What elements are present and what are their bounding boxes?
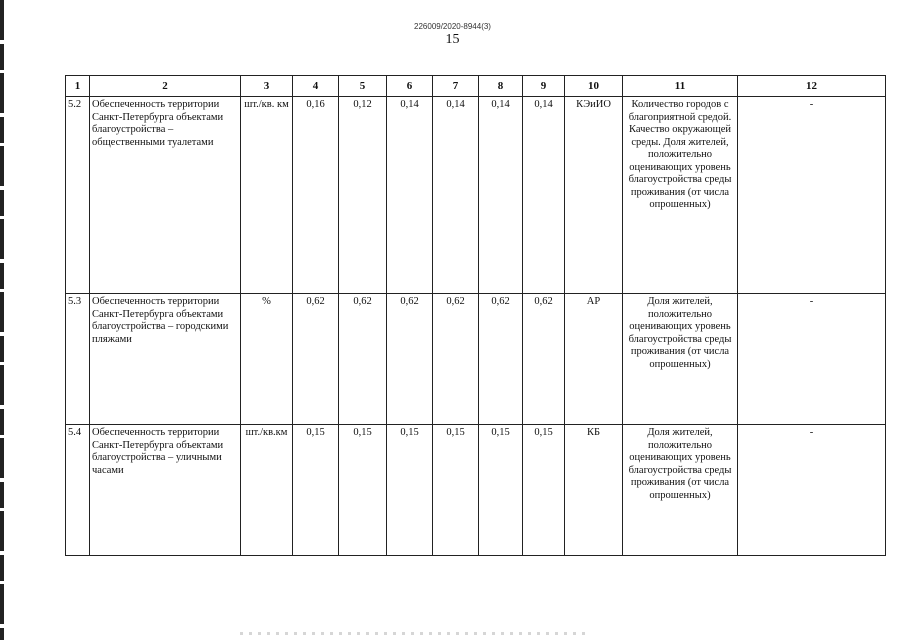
row-value: 0,15: [479, 425, 523, 556]
column-header: 4: [293, 76, 339, 97]
row-note: -: [738, 425, 886, 556]
row-name: Обеспеченность территории Санкт-Петербурга объектами благоустройства – общественными туалетами: [90, 97, 241, 294]
scan-artifact: [240, 632, 590, 635]
row-note: -: [738, 97, 886, 294]
row-name: Обеспеченность территории Санкт-Петербурга объектами благоустройства – уличными часами: [90, 425, 241, 556]
document-id: 226009/2020-8944(3): [414, 22, 491, 31]
column-header: 7: [433, 76, 479, 97]
row-value: 0,62: [293, 294, 339, 425]
row-code: КБ: [565, 425, 623, 556]
table-row: [66, 97, 886, 294]
table-row: [66, 425, 886, 556]
header-row: [66, 76, 886, 97]
row-value: 0,62: [339, 294, 387, 425]
row-indicator: Количество городов с благоприятной средой. Качество окружающей среды. Доля жителей, положительно оценивающих уровень благоустройства среды проживания (от числа опрошенных): [623, 97, 738, 294]
row-code: АР: [565, 294, 623, 425]
row-name: Обеспеченность территории Санкт-Петербурга объектами благоустройства – городскими пляжами: [90, 294, 241, 425]
column-header: 10: [565, 76, 623, 97]
row-note: -: [738, 294, 886, 425]
row-value: 0,62: [523, 294, 565, 425]
row-value: 0,15: [433, 425, 479, 556]
row-unit: шт./кв.км: [241, 425, 293, 556]
row-value: 0,16: [293, 97, 339, 294]
scan-edge: [0, 0, 4, 640]
row-indicator: Доля жителей, положительно оценивающих уровень благоустройства среды проживания (от числа опрошенных): [623, 294, 738, 425]
column-header: 2: [90, 76, 241, 97]
row-number: 5.4: [66, 425, 90, 556]
column-header: 5: [339, 76, 387, 97]
row-indicator: Доля жителей, положительно оценивающих уровень благоустройства среды проживания (от числа опрошенных): [623, 425, 738, 556]
page-number: 15: [445, 32, 460, 47]
row-value: 0,15: [523, 425, 565, 556]
row-value: 0,15: [339, 425, 387, 556]
row-value: 0,62: [433, 294, 479, 425]
column-header: 9: [523, 76, 565, 97]
row-value: 0,14: [479, 97, 523, 294]
column-header: 3: [241, 76, 293, 97]
indicators-table: [65, 75, 886, 556]
row-value: 0,14: [523, 97, 565, 294]
row-value: 0,14: [433, 97, 479, 294]
table-row: [66, 294, 886, 425]
column-header: 8: [479, 76, 523, 97]
column-header: 11: [623, 76, 738, 97]
row-value: 0,12: [339, 97, 387, 294]
row-number: 5.3: [66, 294, 90, 425]
row-value: 0,62: [387, 294, 433, 425]
row-unit: %: [241, 294, 293, 425]
row-value: 0,14: [387, 97, 433, 294]
column-header: 6: [387, 76, 433, 97]
row-value: 0,62: [479, 294, 523, 425]
row-value: 0,15: [387, 425, 433, 556]
row-unit: шт./кв. км: [241, 97, 293, 294]
row-code: КЭиИО: [565, 97, 623, 294]
row-number: 5.2: [66, 97, 90, 294]
row-value: 0,15: [293, 425, 339, 556]
column-header: 1: [66, 76, 90, 97]
column-header: 12: [738, 76, 886, 97]
